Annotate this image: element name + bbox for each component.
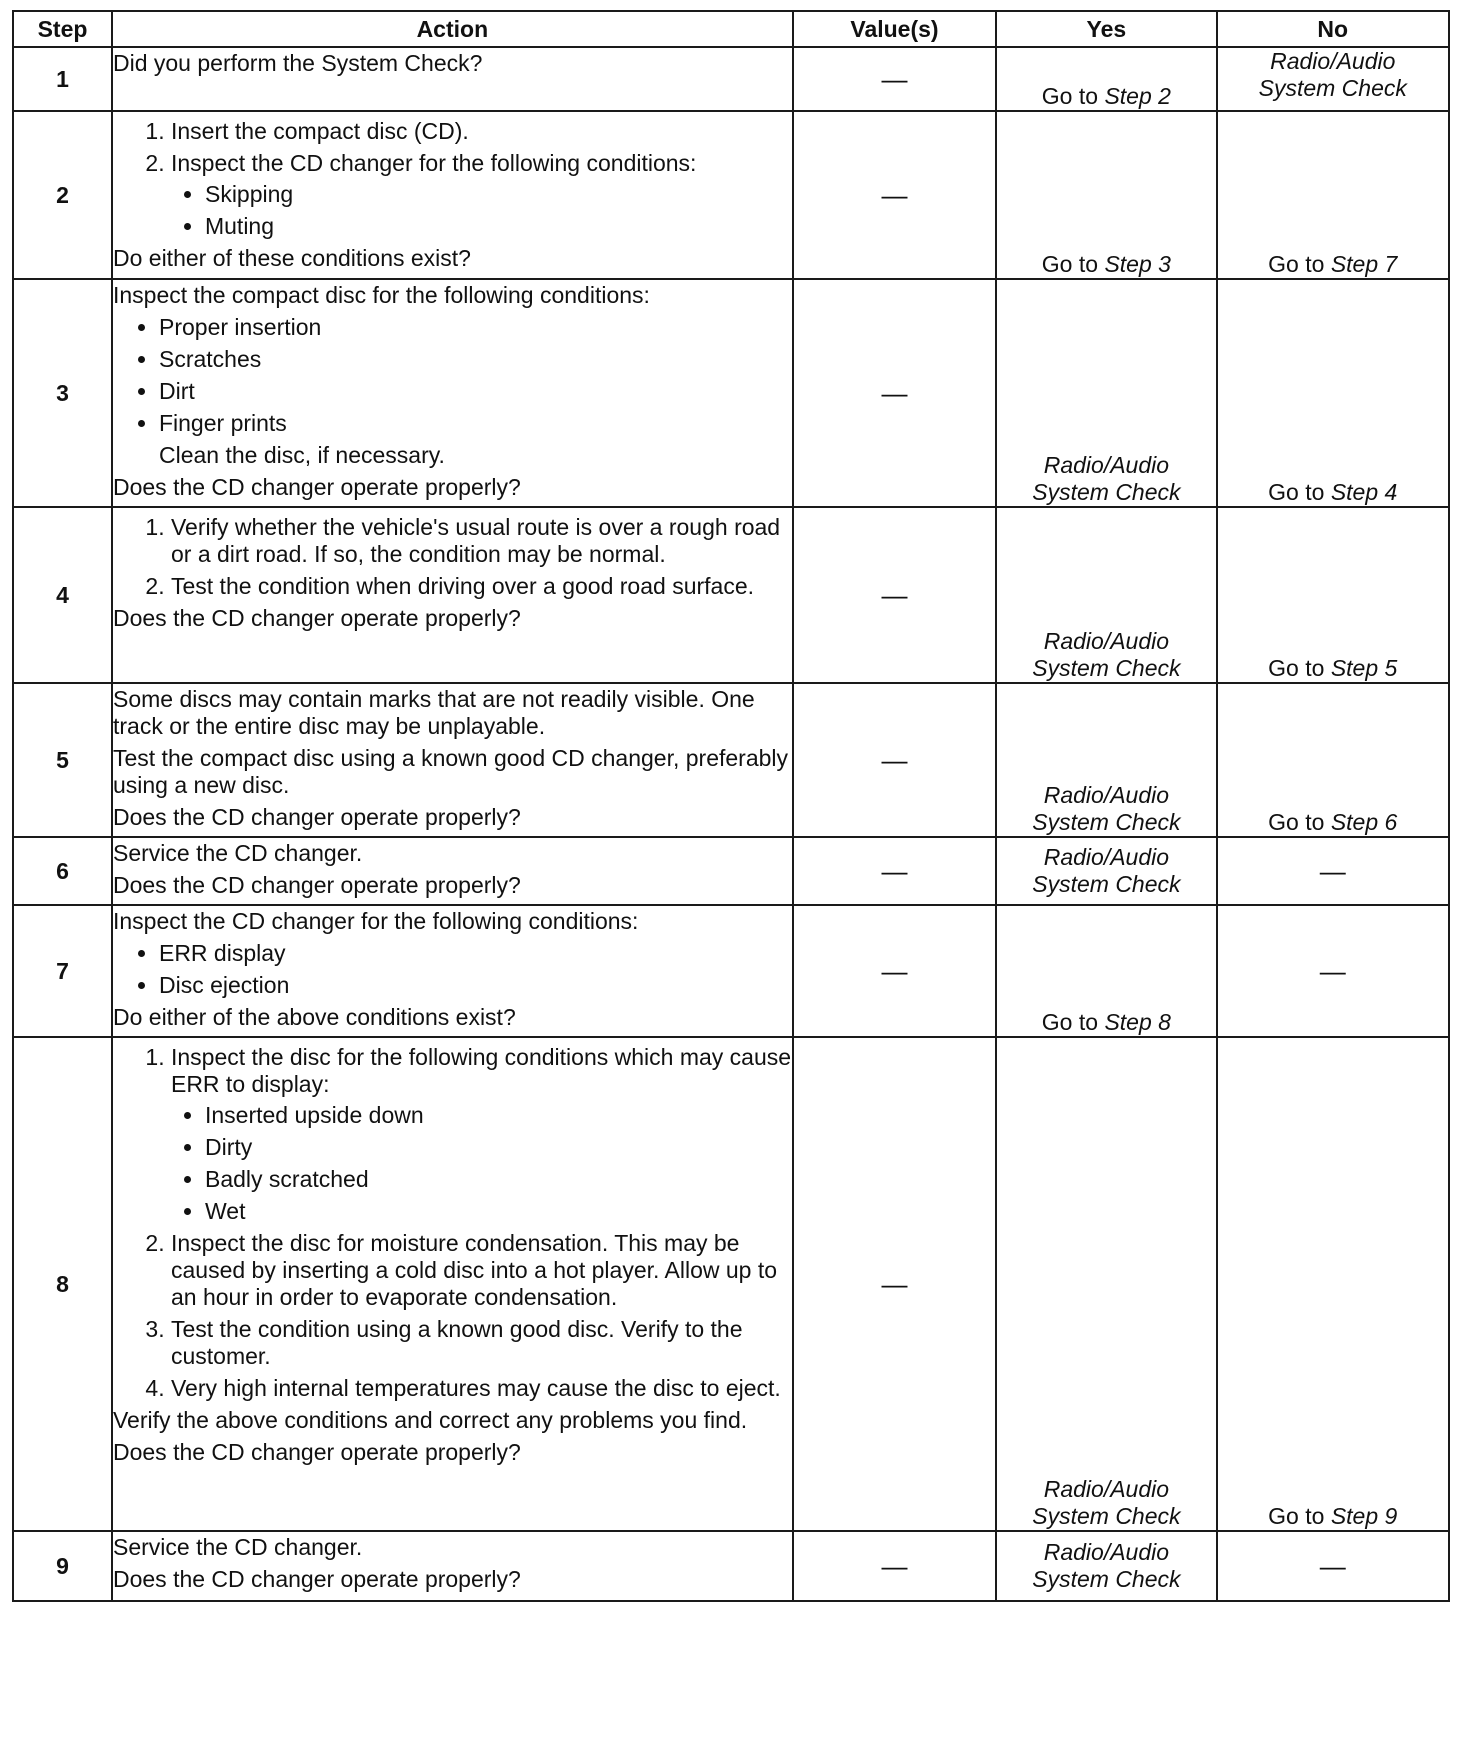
bullet-item: • Dirt (159, 378, 792, 405)
bullet-list (113, 940, 792, 999)
action-cell (112, 905, 793, 1037)
question-text: Do either of the above conditions exist? (112, 1004, 516, 1030)
system-check-link[interactable]: Radio/Audio (1043, 452, 1170, 478)
question-text: Did you perform the System Check? (112, 50, 483, 76)
list-item: 3. Test the condition using a known good disc. Verify to the customer. (171, 1316, 792, 1370)
no-cell (1217, 279, 1450, 507)
paragraph-text: Test the compact disc using a known good CD changer, preferably using a new disc. (112, 745, 789, 798)
action-cell (112, 111, 793, 279)
step-number: 4 (13, 507, 112, 683)
goto-prefix: Go to (1041, 251, 1105, 277)
value-cell: — (793, 1037, 997, 1531)
action-cell (112, 1037, 793, 1531)
goto-prefix: Go to (1268, 809, 1331, 835)
value-cell: — (793, 507, 997, 683)
header-no: No (1217, 11, 1450, 47)
step-number: 1 (13, 47, 112, 111)
no-cell (1217, 683, 1450, 837)
value-cell: — (793, 683, 997, 837)
header-action: Action (112, 11, 793, 47)
numbered-list (113, 1044, 792, 1402)
table-row-step-7 (13, 905, 1449, 1037)
list-item-text: Inspect the disc for the following conditions which may cause ERR to display: (170, 1044, 792, 1097)
numbered-list (113, 514, 792, 600)
action-cell (112, 683, 793, 837)
system-check-link[interactable]: System Check (1032, 655, 1181, 681)
question-text: Does the CD changer operate properly? (112, 605, 521, 631)
header-yes: Yes (996, 11, 1216, 47)
goto-prefix: Go to (1268, 1503, 1331, 1529)
system-check-link[interactable]: Radio/Audio (1043, 1539, 1170, 1565)
bullet-item: • Inserted upside down (205, 1102, 792, 1129)
goto-step-link[interactable]: Step 8 (1104, 1009, 1171, 1035)
system-check-link[interactable]: System Check (1032, 871, 1181, 897)
table-row-step-5 (13, 683, 1449, 837)
goto-prefix: Go to (1268, 251, 1331, 277)
header-step: Step (13, 11, 112, 47)
action-cell (112, 837, 793, 905)
bullet-list (113, 314, 792, 437)
bullet-item: • Scratches (159, 346, 792, 373)
bullet-item: • Badly scratched (205, 1166, 792, 1193)
bullet-item: • Skipping (205, 181, 792, 208)
diagnostic-document (12, 10, 1450, 1602)
yes-cell (996, 837, 1216, 905)
system-check-link[interactable]: Radio/Audio (1043, 844, 1170, 870)
list-item (171, 150, 792, 240)
step-number: 2 (13, 111, 112, 279)
yes-cell (996, 1531, 1216, 1601)
goto-prefix: Go to (1041, 1009, 1105, 1035)
no-cell (1217, 1037, 1450, 1531)
header-values: Value(s) (793, 11, 997, 47)
no-cell (1217, 47, 1450, 111)
paragraph-text: Some discs may contain marks that are not readily visible. One track or the entire disc may be unplayable. (112, 686, 755, 739)
table-row-step-3 (13, 279, 1449, 507)
table-row-step-9 (13, 1531, 1449, 1601)
question-text: Does the CD changer operate properly? (112, 1439, 521, 1465)
table-row-step-2 (13, 111, 1449, 279)
list-item: 1. Verify whether the vehicle's usual route is over a rough road or a dirt road. If so, the condition may be normal. (171, 514, 792, 568)
intro-text: Inspect the compact disc for the following conditions: (112, 282, 650, 308)
system-check-link[interactable]: Radio/Audio (1043, 782, 1170, 808)
no-cell: — (1217, 837, 1450, 905)
numbered-list (113, 118, 792, 240)
step-number: 3 (13, 279, 112, 507)
question-text: Does the CD changer operate properly? (112, 872, 521, 898)
goto-step-link[interactable]: Step 7 (1330, 251, 1398, 277)
system-check-link[interactable]: System Check (1032, 1503, 1181, 1529)
step-number: 7 (13, 905, 112, 1037)
list-item: 4. Very high internal temperatures may cause the disc to eject. (171, 1375, 792, 1402)
yes-cell (996, 47, 1216, 111)
value-cell: — (793, 905, 997, 1037)
question-text: Does the CD changer operate properly? (112, 474, 521, 500)
no-cell (1217, 507, 1450, 683)
action-cell (112, 507, 793, 683)
goto-step-link[interactable]: Step 2 (1104, 83, 1171, 109)
system-check-link[interactable]: Radio/Audio (1270, 48, 1396, 74)
goto-step-link[interactable]: Step 4 (1330, 479, 1398, 505)
value-cell: — (793, 111, 997, 279)
diagnostic-table (12, 10, 1450, 1602)
step-number: 5 (13, 683, 112, 837)
goto-step-link[interactable]: Step 9 (1330, 1503, 1398, 1529)
list-item: 2. Inspect the disc for moisture condensation. This may be caused by inserting a cold disc into a hot player. Allow up to an hour in order to evaporate condensation. (171, 1230, 792, 1311)
bullet-item: • Muting (205, 213, 792, 240)
question-text: Does the CD changer operate properly? (112, 804, 521, 830)
yes-cell (996, 507, 1216, 683)
no-cell: — (1217, 1531, 1450, 1601)
no-cell (1217, 111, 1450, 279)
list-item: 1. Insert the compact disc (CD). (171, 118, 792, 145)
list-item-text: Inspect the CD changer for the following conditions: (170, 150, 697, 176)
value-cell: — (793, 837, 997, 905)
action-cell (112, 1531, 793, 1601)
value-cell: — (793, 47, 997, 111)
goto-prefix: Go to (1268, 655, 1331, 681)
bullet-list (171, 181, 792, 240)
system-check-link[interactable]: System Check (1032, 1566, 1181, 1592)
bullet-item: • ERR display (159, 940, 792, 967)
yes-cell (996, 683, 1216, 837)
header-row (13, 11, 1449, 47)
system-check-link[interactable]: Radio/Audio (1043, 628, 1170, 654)
table-row-step-1 (13, 47, 1449, 111)
bullet-item: • Dirty (205, 1134, 792, 1161)
bullet-item: • Finger prints (159, 410, 792, 437)
system-check-link[interactable]: Radio/Audio (1043, 1476, 1170, 1502)
note-text: Clean the disc, if necessary. (158, 442, 445, 468)
goto-step-link[interactable]: Step 3 (1104, 251, 1171, 277)
bullet-list (171, 1102, 792, 1225)
step-number: 8 (13, 1037, 112, 1531)
goto-prefix: Go to (1268, 479, 1331, 505)
bullet-item: • Proper insertion (159, 314, 792, 341)
system-check-link[interactable]: System Check (1032, 479, 1181, 505)
table-row-step-4 (13, 507, 1449, 683)
question-text: Do either of these conditions exist? (112, 245, 471, 271)
step-number: 6 (13, 837, 112, 905)
bullet-item: • Wet (205, 1198, 792, 1225)
goto-prefix: Go to (1041, 83, 1105, 109)
value-cell: — (793, 1531, 997, 1601)
yes-cell (996, 279, 1216, 507)
yes-cell (996, 111, 1216, 279)
action-cell (112, 279, 793, 507)
system-check-link[interactable]: System Check (1258, 75, 1407, 101)
system-check-link[interactable]: System Check (1032, 809, 1181, 835)
list-item: 2. Test the condition when driving over a good road surface. (171, 573, 792, 600)
yes-cell (996, 905, 1216, 1037)
yes-cell (996, 1037, 1216, 1531)
table-row-step-6 (13, 837, 1449, 905)
question-text: Does the CD changer operate properly? (112, 1566, 521, 1592)
intro-text: Inspect the CD changer for the following conditions: (112, 908, 639, 934)
no-cell: — (1217, 905, 1450, 1037)
goto-step-link[interactable]: Step 5 (1330, 655, 1398, 681)
intro-text: Service the CD changer. (112, 840, 363, 866)
action-cell (112, 47, 793, 111)
bullet-item: • Disc ejection (159, 972, 792, 999)
table-row-step-8 (13, 1037, 1449, 1531)
value-cell: — (793, 279, 997, 507)
goto-step-link[interactable]: Step 6 (1330, 809, 1398, 835)
step-number: 9 (13, 1531, 112, 1601)
note-text: Verify the above conditions and correct any problems you find. (112, 1407, 748, 1433)
intro-text: Service the CD changer. (112, 1534, 363, 1560)
list-item (171, 1044, 792, 1225)
